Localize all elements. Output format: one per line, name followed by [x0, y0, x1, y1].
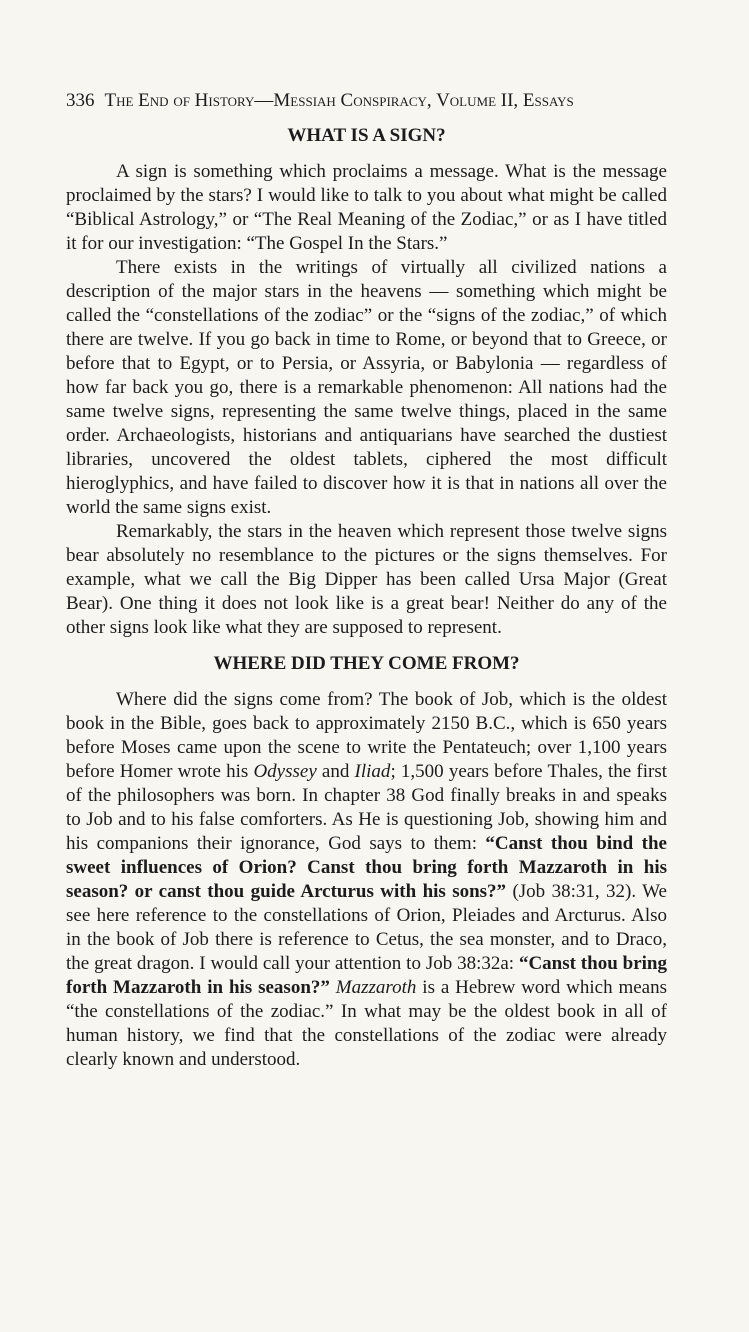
- bold-scripture-quote-1: “Canst thou bind the sweet influences of Orion? Canst thou bring forth Mazzaroth in his season? or canst thou guide Arcturus with his sons?”: [66, 833, 667, 902]
- text-run: is a Hebrew word which means “the constellations of the zodiac.” In what may be the oldest book in all of human history, we find that the constellations of the zodiac were already clearly known and understood.: [66, 977, 668, 1070]
- bold-scripture-quote-2: “Canst thou bring forth Mazzaroth in his season?”: [66, 953, 667, 998]
- running-title: The End of History—Messiah Conspiracy, Volume II, Essays: [104, 90, 574, 111]
- section-heading-what-is-a-sign: WHAT IS A SIGN?: [287, 125, 446, 146]
- text-run: and: [316, 761, 355, 782]
- italic-odyssey: Odyssey: [253, 761, 317, 782]
- paragraph-4: [66, 688, 667, 1072]
- italic-mazzaroth: Mazzaroth: [335, 977, 417, 998]
- paragraph-2: There exists in the writings of virtually all civilized nations a description of the major stars in the heavens — something which might be called the “constellations of the zodiac” or the “signs of the zodiac,” of which there are twelve. If you go back in time to Rome, or beyond that to Greece, or before that to Egypt, or to Persia, or Assyria, or Babylonia — regardless of how far back you go, there is a remarkable phenomenon: All nations had the same twelve signs, representing the same twelve things, placed in the same order. Archaeologists, historians and antiquarians have searched the dustiest libraries, uncovered the oldest tablets, ciphered the most difficult hieroglyphics, and have failed to discover how it is that in nations all over the world the same signs exist.: [66, 257, 667, 518]
- section-heading-where-did-they-come-from: WHERE DID THEY COME FROM?: [213, 653, 520, 674]
- text-run: ; 1,500 years before Thales, the first of the philosophers was born. In chapter 38 God finally breaks in and speaks to Job and to his false comforters. As He is questioning Job, showing him and his companions their ignorance, God says to them:: [66, 761, 668, 854]
- text-run: (Job 38:31, 32). We see here reference to the constellations of Orion, Pleiades and Arcturus. Also in the book of Job there is reference to Cetus, the sea monster, and to Draco, the great dragon. I would call your attention to Job 38:32a:: [66, 881, 667, 974]
- paragraph-1: A sign is something which proclaims a message. What is the message proclaimed by the stars? I would like to talk to you about what might be called “Biblical Astrology,” or “The Real Meaning of the Zodiac,” or as I have titled it for our investigation: “The Gospel In the Stars.”: [66, 161, 667, 254]
- paragraph-3: Remarkably, the stars in the heaven which represent those twelve signs bear absolutely no resemblance to the pictures or the signs themselves. For example, what we call the Big Dipper has been called Ursa Major (Great Bear). One thing it does not look like is a great bear! Neither do any of the other signs look like what they are supposed to represent.: [66, 521, 667, 638]
- page-number: 336: [66, 90, 95, 111]
- running-header: [66, 88, 667, 114]
- text-run: Where did the signs come from? The book of Job, which is the oldest book in the Bible, goes back to approximately 2150 B.C., which is 650 years before Moses came upon the scene to write the Pentateuch; over 1,100 years before Homer wrote his: [66, 689, 667, 782]
- italic-iliad: Iliad: [354, 761, 391, 782]
